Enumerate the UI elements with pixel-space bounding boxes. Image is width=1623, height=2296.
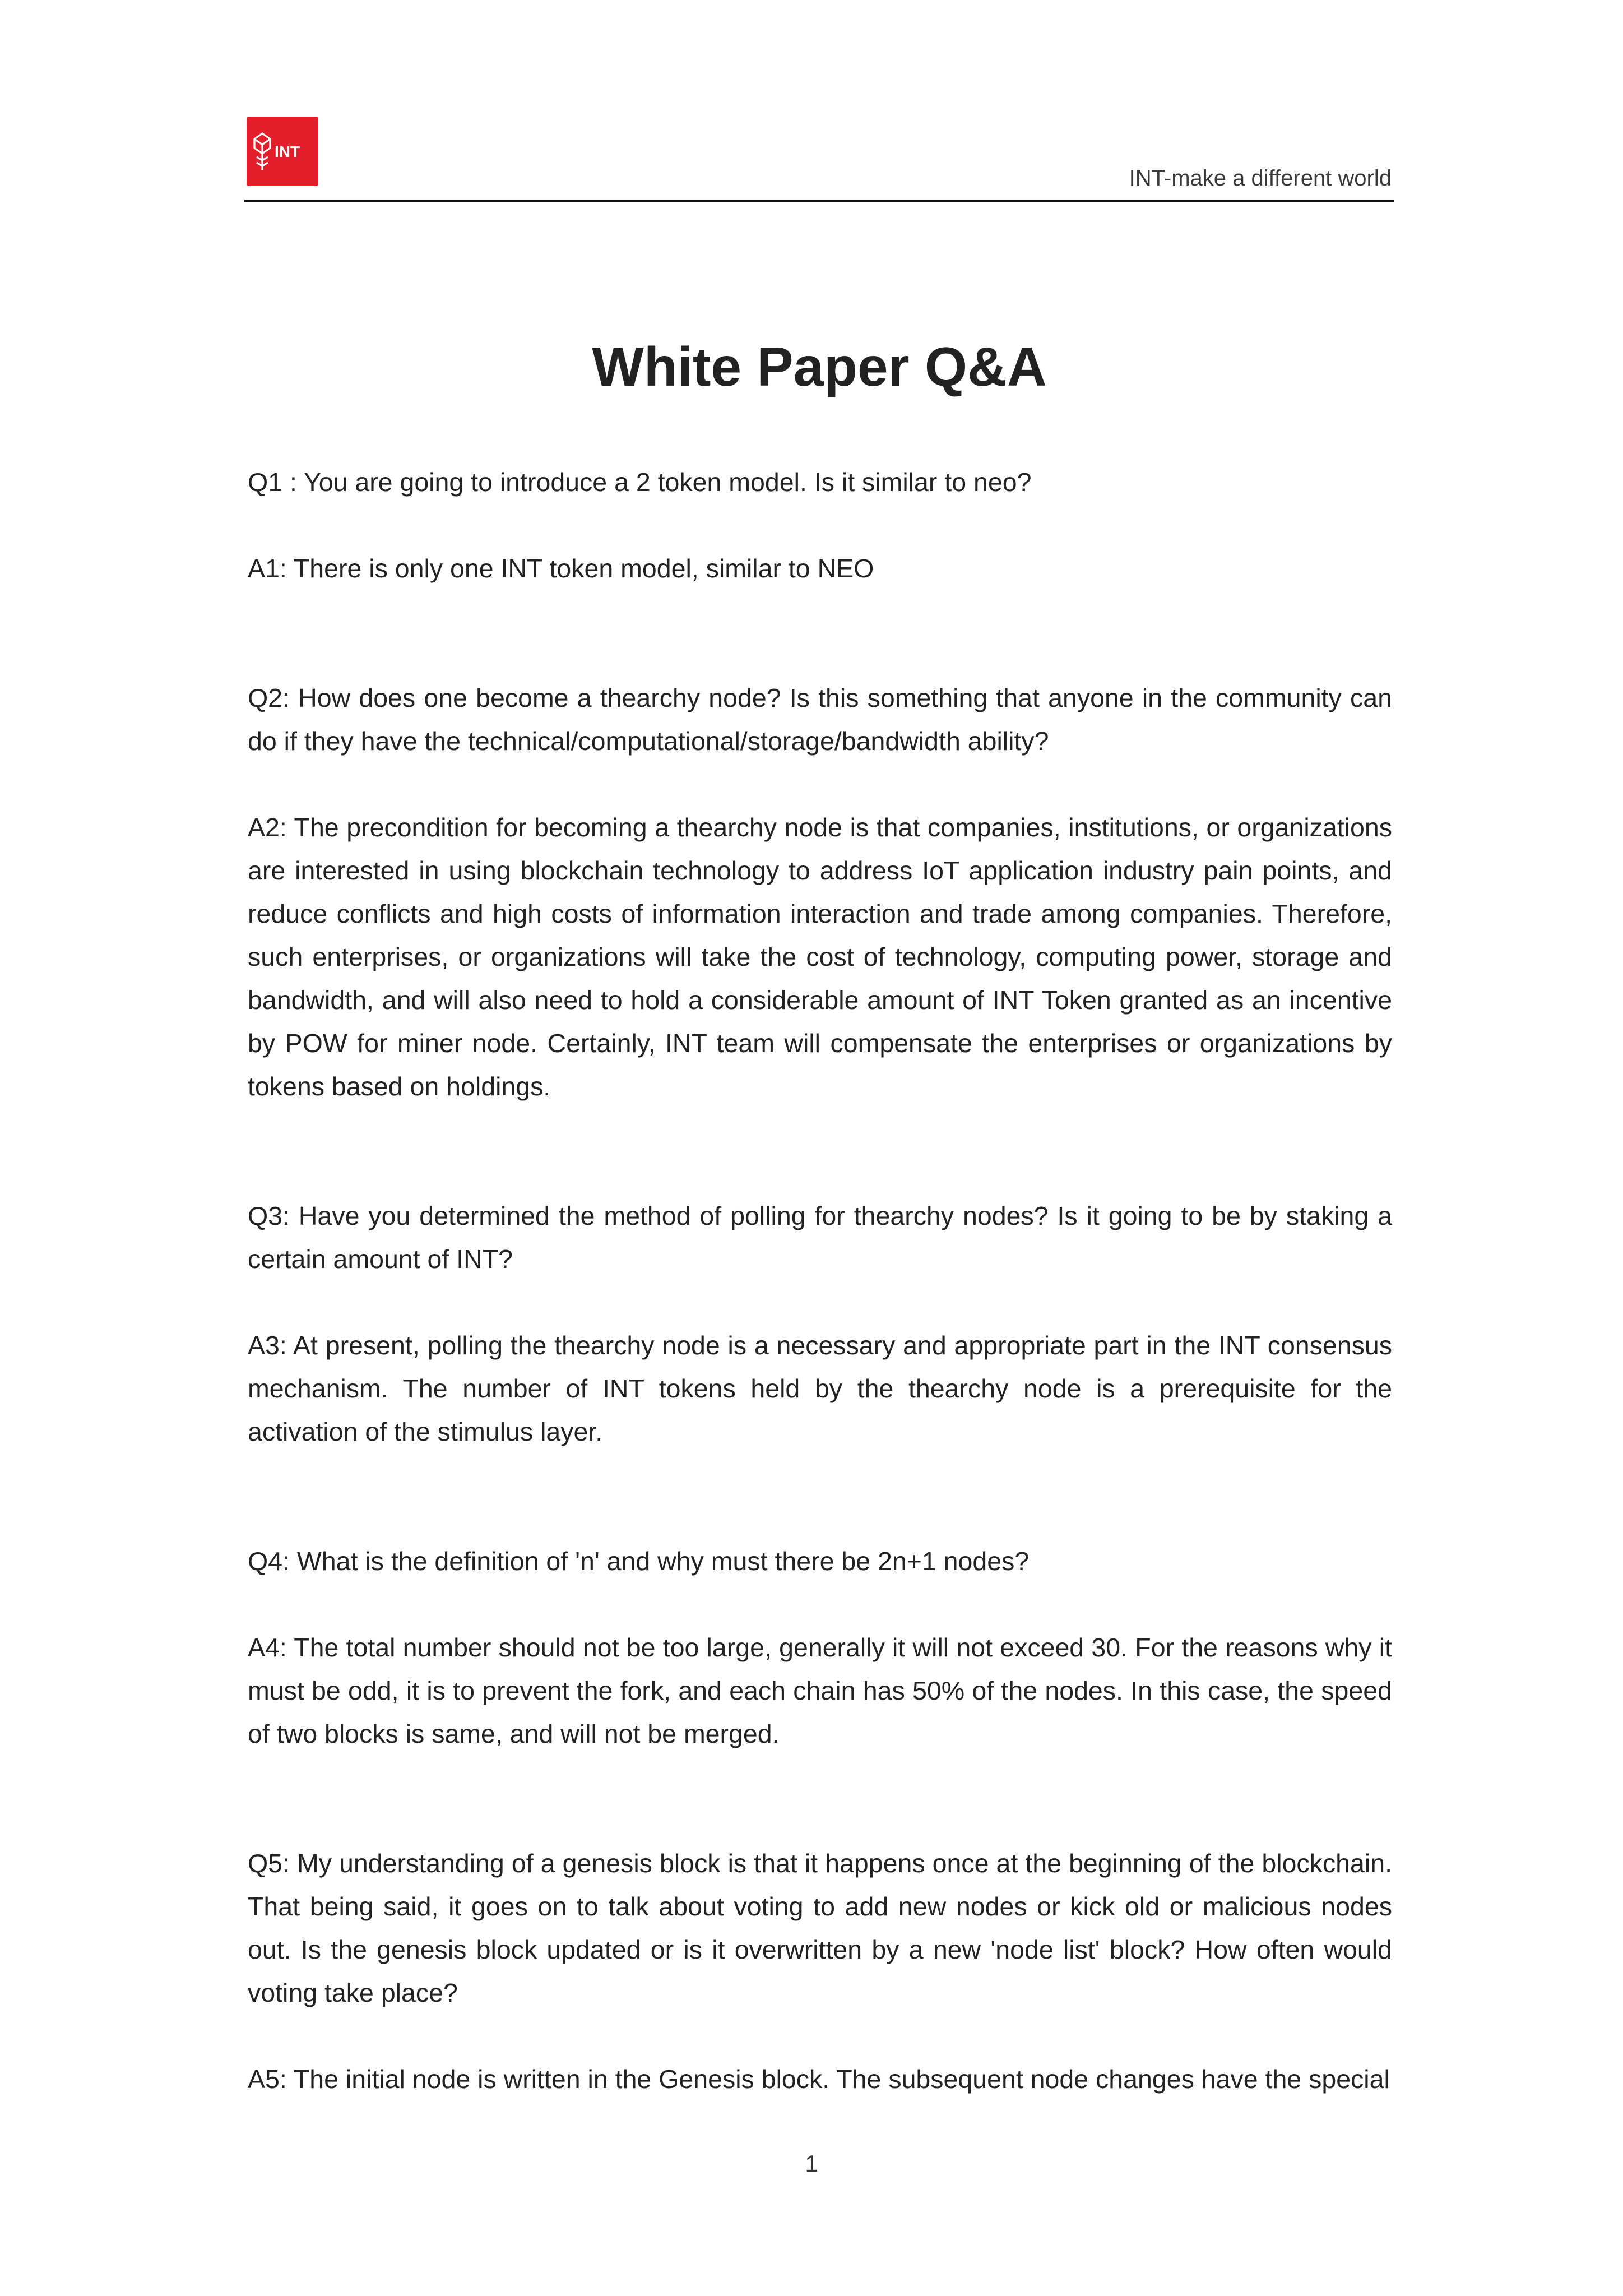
answer-5: A5: The initial node is written in the Genesis block. The subsequent node changes have the special [248,2064,1390,2094]
qa-item-5 [248,1842,1392,2101]
qa-content [248,461,1392,2101]
question-5: Q5: My understanding of a genesis block is that it happens once at the beginning of the blockchain. That being said, it goes on to talk about voting to add new nodes or kick old or malicious nodes out. Is the genesis block updated or is it overwritten by a new 'node list' block? How often would voting take place? [248,1849,1392,2007]
page-number: 1 [805,2150,818,2177]
answer-3: A3: At present, polling the thearchy node is a necessary and appropriate part in the INT consensus mechanism. The number of INT tokens held by the thearchy node is a prerequisite for the activation of the stimulus layer. [248,1331,1392,1446]
answer-1: A1: There is only one INT token model, similar to NEO [248,554,874,583]
page-title: White Paper Q&A [592,335,1047,397]
answer-4: A4: The total number should not be too large, generally it will not exceed 30. For the reasons why it must be odd, it is to prevent the fork, and each chain has 50% of the nodes. In this case, the speed of two blocks is same, and will not be merged. [248,1633,1392,1748]
answer-2: A2: The precondition for becoming a thearchy node is that companies, institutions, or organizations are interested in using blockchain technology to address IoT application industry pain points, and reduce conflicts and high costs of information interaction and trade among companies. Therefore, such enterprises, or organizations will take the cost of technology, computing power, storage and bandwidth, and will also need to hold a considerable amount of INT Token granted as an incentive by POW for miner node. Certainly, INT team will compensate the enterprises or organizations by tokens based on holdings. [248,813,1392,1101]
int-logo [247,117,318,186]
question-4: Q4: What is the definition of 'n' and why must there be 2n+1 nodes? [248,1547,1030,1576]
qa-item-4 [248,1540,1392,1756]
header-divider [244,200,1394,202]
qa-item-2 [248,677,1392,1108]
question-3: Q3: Have you determined the method of polling for thearchy nodes? Is it going to be by staking a certain amount of INT? [248,1201,1392,1274]
header-tagline: INT-make a different world [1129,166,1392,191]
qa-item-3 [248,1195,1392,1453]
int-logo-mark-icon [250,129,315,174]
logo-text: INT [275,143,300,160]
question-2: Q2: How does one become a thearchy node? Is this something that anyone in the community can do if they have the technical/computational/storage/bandwidth ability? [248,683,1392,756]
qa-item-1 [248,461,1392,590]
question-1: Q1 : You are going to introduce a 2 token model. Is it similar to neo? [248,467,1032,497]
